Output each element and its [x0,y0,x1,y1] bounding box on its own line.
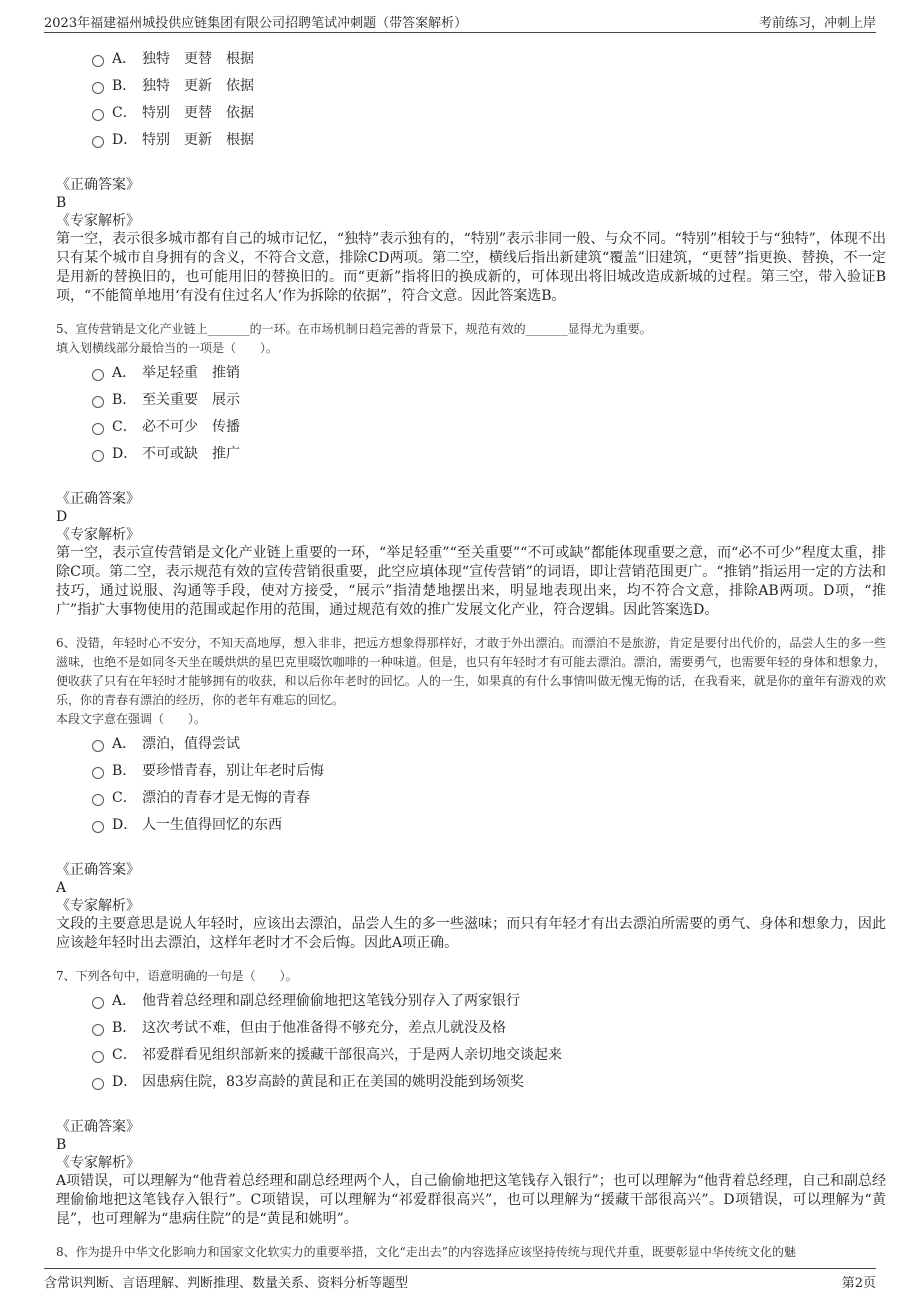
header-slogan: 考前练习，冲刺上岸 [758,15,876,31]
q5-options [92,358,886,466]
q7-option-b[interactable]: B． 这次考试不难，但由于他准备得不够充分，差点儿就没及格 [92,1013,886,1040]
q5-option-c[interactable]: C． 必不可少 传播 [92,412,886,439]
radio-icon[interactable] [92,997,104,1009]
q6-option-b[interactable]: B． 要珍惜青春，别让年老时后悔 [92,756,886,783]
q6-stem-instruction: 本段文字意在强调（ ）。 [56,712,207,726]
radio-icon[interactable] [92,109,104,121]
q4-option-c[interactable]: C． 特别 更替 依据 [92,98,886,125]
q4-answer: B [56,195,67,211]
radio-icon[interactable] [92,794,104,806]
page-footer [44,1268,876,1293]
q7-explanation: A项错误，可以理解为“他背着总经理和副总经理两个人，自己偷偷地把这笔钱存入银行”；也可以理解为“他背着总经理，自己和副总经理偷偷地把这笔钱存入银行”。C项错误，可以理解为“祁爱群很高兴”，也可以理解为“援藏干部很高兴”。D项错误，可以理解为“黄昆”，也可理解为“患病住院”的是“黄昆和姚明”。 [56,1173,886,1227]
q6-stem: 6、没错，年轻时心不安分，不知天高地厚，想入非非，把远方想象得那样好，才敢于外出漂泊。而漂泊不是旅游，肯定是要付出代价的，品尝人生的多一些滋味，也绝不是如同冬天坐在暖烘烘的星巴克里啜饮咖啡的一种味道。但是，也只有年轻时才有可能去漂泊。漂泊，需要勇气，也需要年轻的身体和想象力，便收获了只有在年轻时才能够拥有的收获，和以后你年老时的回忆。人的一生，如果真的有什么事情叫做无愧无悔的话，在我看来，就是你的童年有游戏的欢乐，你的青春有漂泊的经历，你的老年有难忘的回忆。 [56,636,886,707]
q5-stem: 5、宣传营销是文化产业链上_______的一环。在市场机制日趋完善的背景下，规范有效的_______显得尤为重要。 [56,322,652,336]
q4-option-a[interactable]: A． 独特 更替 根据 [92,44,886,71]
q7-stem: 7、下列各句中，语意明确的一句是（ ）。 [56,969,298,983]
expert-analysis-label: 《专家解析》 [56,527,140,543]
radio-icon[interactable] [92,740,104,752]
q5-option-d[interactable]: D． 不可或缺 推广 [92,439,886,466]
document-title: 2023年福建福州城投供应链集团有限公司招聘笔试冲刺题（带答案解析） [44,15,468,31]
q6-option-a[interactable]: A． 漂泊，值得尝试 [92,729,886,756]
q6-options [92,729,886,837]
q7-option-a[interactable]: A． 他背着总经理和副总经理偷偷地把这笔钱分别存入了两家银行 [92,986,886,1013]
radio-icon[interactable] [92,1078,104,1090]
page-header [44,10,876,33]
q6-option-d[interactable]: D． 人一生值得回忆的东西 [92,810,886,837]
q5-option-a[interactable]: A． 举足轻重 推销 [92,358,886,385]
q8-stem: 8、作为提升中华文化影响力和国家文化软实力的重要举措，文化“走出去”的内容选择应该坚持传统与现代并重，既要彰显中华传统文化的魅 [56,1245,796,1259]
radio-icon[interactable] [92,55,104,67]
q6-explanation: 文段的主要意思是说人年轻时，应该出去漂泊，品尝人生的多一些滋味；而只有年轻才有出去漂泊所需要的勇气、身体和想象力，因此应该趁年轻时出去漂泊，这样年老时才不会后悔。因此A项正确。 [56,916,886,951]
q4-option-d[interactable]: D． 特别 更新 根据 [92,125,886,152]
q7-options [92,986,886,1094]
correct-answer-label: 《正确答案》 [56,862,140,878]
q6-answer: A [56,880,67,896]
page-number: 第2页 [841,1275,876,1291]
q7-answer: B [56,1137,67,1153]
q4-options [92,44,886,152]
q7-option-d[interactable]: D． 因患病住院，83岁高龄的黄昆和正在美国的姚明没能到场领奖 [92,1067,886,1094]
radio-icon[interactable] [92,423,104,435]
correct-answer-label: 《正确答案》 [56,491,140,507]
expert-analysis-label: 《专家解析》 [56,213,140,229]
q7-option-c[interactable]: C． 祁爱群看见组织部新来的援藏干部很高兴，于是两人亲切地交谈起来 [92,1040,886,1067]
q5-stem-instruction: 填入划横线部分最恰当的一项是（ ）。 [56,341,279,355]
expert-analysis-label: 《专家解析》 [56,898,140,914]
q5-answer: D [56,509,68,525]
radio-icon[interactable] [92,82,104,94]
correct-answer-label: 《正确答案》 [56,177,140,193]
q5-option-b[interactable]: B． 至关重要 展示 [92,385,886,412]
q4-explanation: 第一空，表示很多城市都有自己的城市记忆，“独特”表示独有的，“特别”表示非同一般、与众不同。“特别”相较于与“独特”，体现不出只有某个城市自身拥有的含义，不符合文意，排除CD两项。第二空，横线后指出新建筑“覆盖”旧建筑，“更替”指更换、替换，不一定是用新的替换旧的，也可能用旧的替换旧的。而“更新”指将旧的换成新的，可体现出将旧城改造成新城的过程。第三空，带入验证B项，“不能简单地用‘有没有住过名人’作为拆除的依据”，符合文意。因此答案选B。 [56,231,886,304]
q6-option-c[interactable]: C． 漂泊的青春才是无悔的青春 [92,783,886,810]
expert-analysis-label: 《专家解析》 [56,1155,140,1171]
page-content [56,44,886,1262]
correct-answer-label: 《正确答案》 [56,1119,140,1135]
radio-icon[interactable] [92,450,104,462]
radio-icon[interactable] [92,767,104,779]
radio-icon[interactable] [92,1024,104,1036]
radio-icon[interactable] [92,1051,104,1063]
radio-icon[interactable] [92,821,104,833]
radio-icon[interactable] [92,396,104,408]
radio-icon[interactable] [92,369,104,381]
q4-option-b[interactable]: B． 独特 更新 依据 [92,71,886,98]
radio-icon[interactable] [92,136,104,148]
q5-explanation: 第一空，表示宣传营销是文化产业链上重要的一环，“举足轻重”“至关重要”“不可或缺”都能体现重要之意，而“必不可少”程度太重，排除C项。第二空，表示规范有效的宣传营销很重要，此空应填体现“宣传营销”的词语，即让营销范围更广。“推销”指运用一定的方法和技巧，通过说服、沟通等手段，使对方接受，“展示”指清楚地摆出来，明显地表现出来，均不符合文意，排除AB两项。D项，“推广”指扩大事物使用的范围或起作用的范围，通过规范有效的推广发展文化产业，符合逻辑。因此答案选D。 [56,545,886,618]
footer-note: 含常识判断、言语理解、判断推理、数量关系、资料分析等题型 [44,1275,409,1291]
